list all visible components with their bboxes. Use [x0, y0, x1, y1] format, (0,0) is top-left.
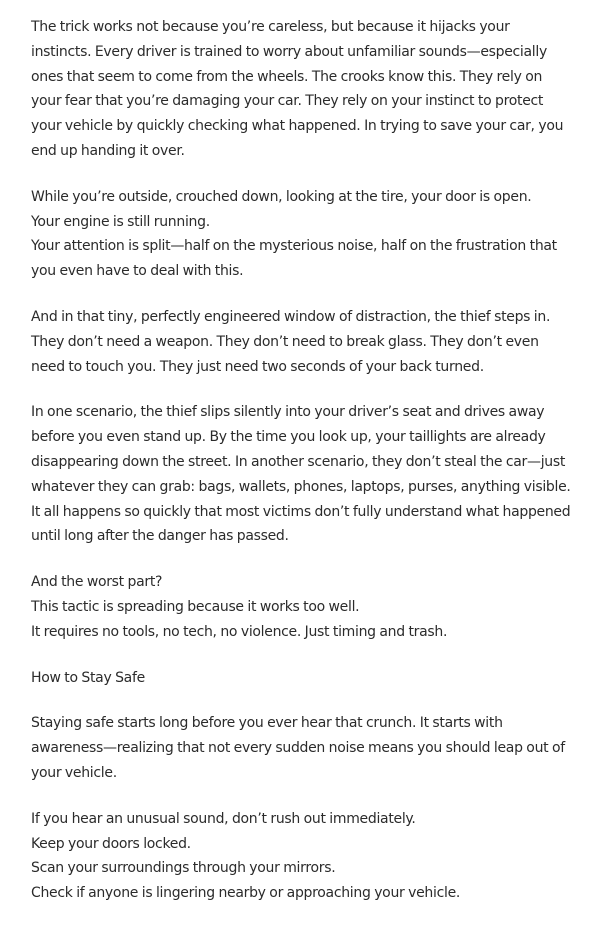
text-line: Check if anyone is lingering nearby or approaching your vehicle.: [31, 885, 461, 902]
paragraph-outside-car: [31, 185, 576, 284]
text-line: The trick works not because you’re careless, but because it hijacks your: [31, 19, 510, 35]
text-line: ones that seem to come from the wheels. The crooks know this. They rely on: [31, 68, 543, 85]
text-line: They don’t need a weapon. They don’t need to break glass. They don’t even: [31, 333, 539, 350]
text-line: your vehicle by quickly checking what happened. In trying to save your car, you: [31, 118, 564, 135]
text-line: Staying safe starts long before you ever hear that crunch. It starts with: [31, 715, 503, 732]
text-line: Scan your surroundings through your mirrors.: [31, 860, 336, 877]
text-line: disappearing down the street. In another scenario, they don’t steal the car—just: [31, 453, 566, 470]
text-line: end up handing it over.: [31, 142, 185, 159]
paragraph-safety-tips: [31, 807, 576, 906]
text-line: Keep your doors locked.: [31, 835, 191, 852]
text-line: your vehicle.: [31, 764, 117, 781]
text-line: In one scenario, the thief slips silently into your driver’s seat and drives away: [31, 404, 545, 421]
text-line: awareness—realizing that not every sudden noise means you should leap out of: [31, 740, 565, 757]
paragraph-distraction-window: [31, 305, 576, 379]
text-line: instincts. Every driver is trained to worry about unfamiliar sounds—especially: [31, 43, 547, 60]
paragraph-scenarios: [31, 400, 576, 549]
text-line: your fear that you’re damaging your car. They rely on your instinct to protect: [31, 93, 544, 110]
text-line: Your attention is split—half on the mysterious noise, half on the frustration that: [31, 238, 557, 255]
article-body: [31, 15, 576, 927]
text-line: And in that tiny, perfectly engineered window of distraction, the thief steps in.: [31, 308, 551, 325]
text-line: until long after the danger has passed.: [31, 528, 289, 545]
paragraph-worst-part: [31, 570, 576, 644]
text-line: If you hear an unusual sound, don’t rush out immediately.: [31, 810, 416, 827]
text-line: While you’re outside, crouched down, looking at the tire, your door is open.: [31, 188, 532, 205]
text-line: It all happens so quickly that most victims don’t fully understand what happened: [31, 503, 571, 520]
text-line: Your engine is still running.: [31, 213, 210, 230]
section-heading: [31, 666, 576, 691]
text-line: This tactic is spreading because it works too well.: [31, 598, 360, 615]
text-line: before you even stand up. By the time you look up, your taillights are already: [31, 429, 546, 446]
text-line: need to touch you. They just need two seconds of your back turned.: [31, 358, 484, 375]
paragraph-awareness: [31, 711, 576, 785]
text-line: you even have to deal with this.: [31, 263, 244, 280]
text-line: whatever they can grab: bags, wallets, phones, laptops, purses, anything visible.: [31, 478, 571, 495]
section-heading-text: How to Stay Safe: [31, 669, 145, 686]
text-line: It requires no tools, no tech, no violence. Just timing and trash.: [31, 623, 448, 640]
paragraph-trick-explanation: [31, 15, 576, 164]
text-line: And the worst part?: [31, 574, 163, 591]
